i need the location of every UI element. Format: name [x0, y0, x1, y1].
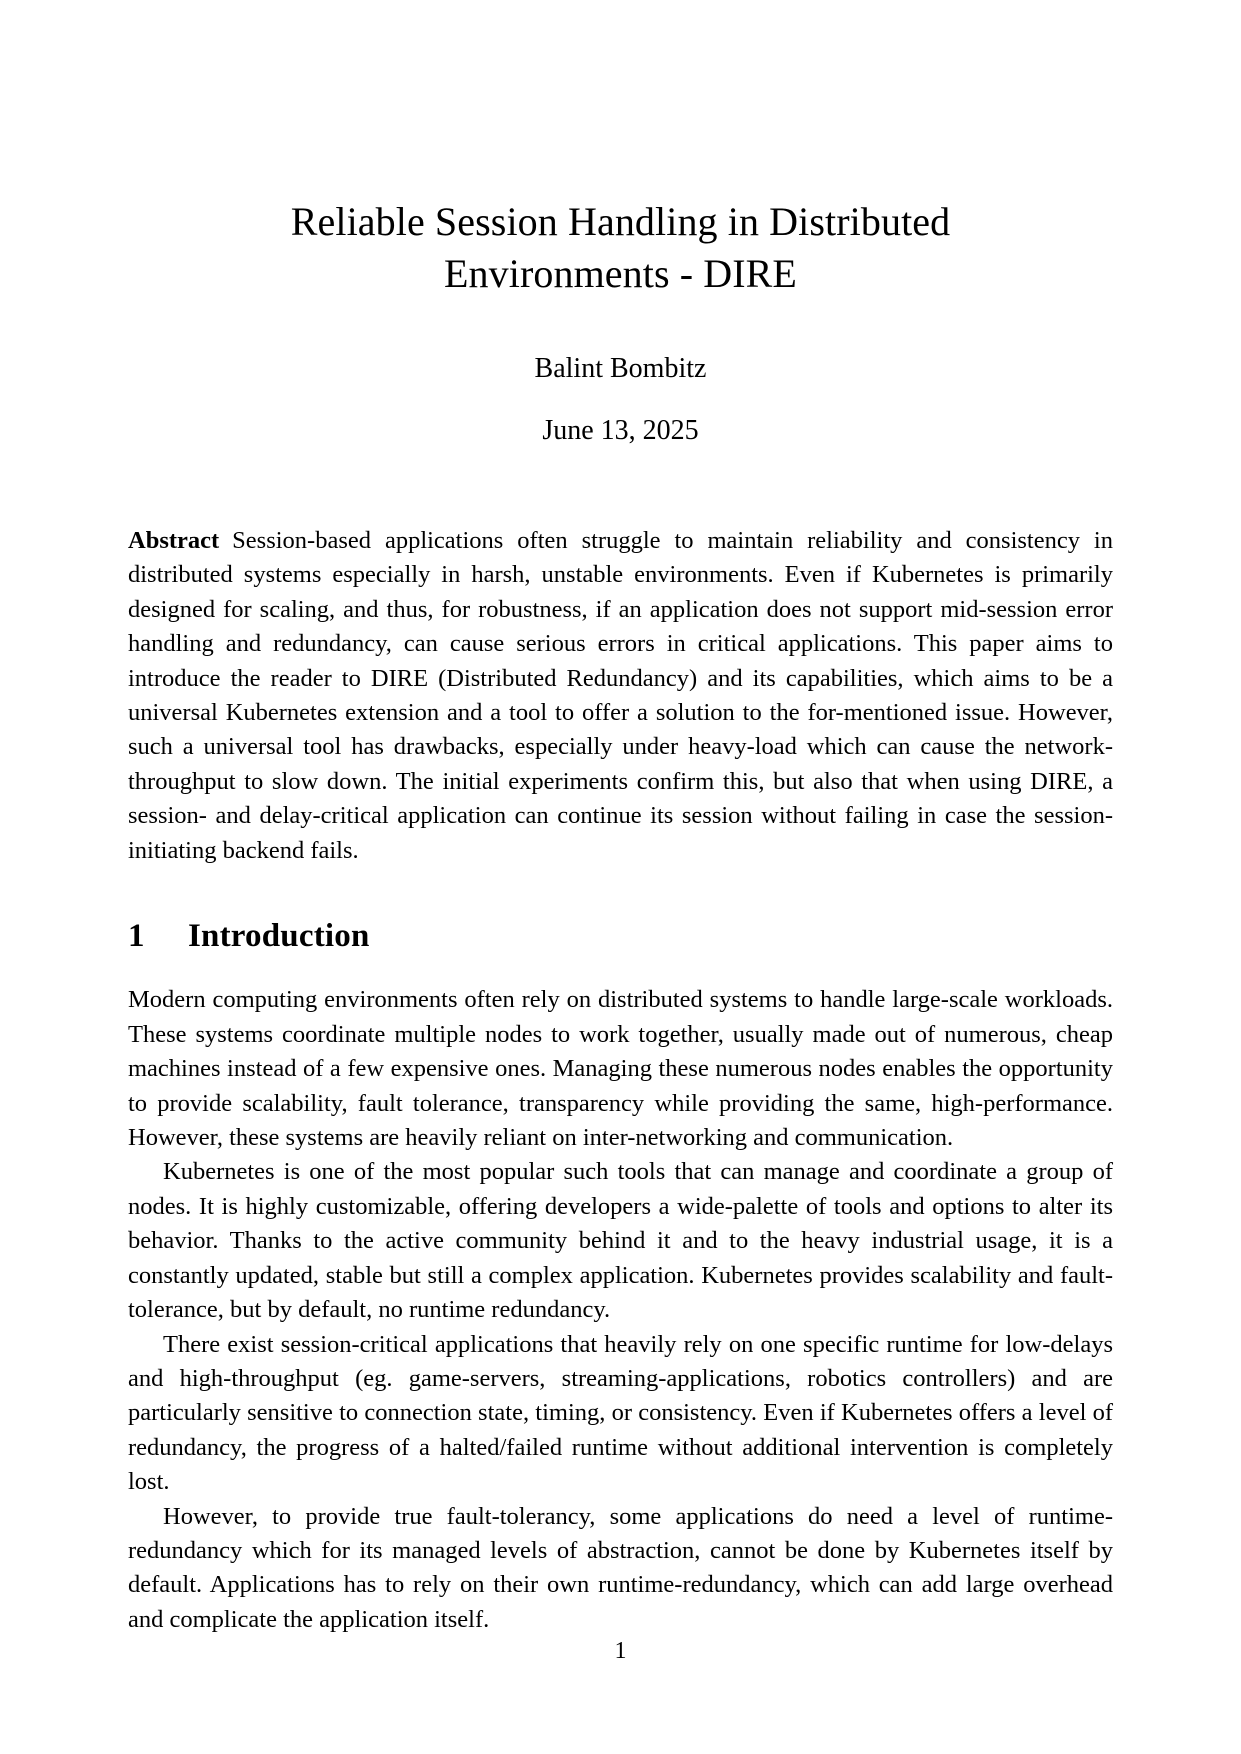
- section-title: Introduction: [188, 918, 370, 955]
- paragraph: Modern computing environments often rely on distributed systems to handle large-scale workloads. These systems coordinate multiple nodes to work together, usually made out of numerous, cheap machines instead of a few expensive ones. Managing these numerous nodes enables the opportunity to provide scalability, fault tolerance, transparency while providing the same, high-performance. However, these systems are heavily reliant on inter-networking and communication.: [128, 986, 1113, 1152]
- paragraph: Kubernetes is one of the most popular such tools that can manage and coordinate a group of nodes. It is highly customizable, offering developers a wide-palette of tools and options to alter its behavior. Thanks to the active community behind it and to the heavy industrial usage, it is a constantly updated, stable but still a complex application. Kubernetes provides scalability and fault-tolerance, but by default, no runtime redundancy.: [128, 1158, 1113, 1324]
- abstract-section: [128, 524, 1113, 868]
- section-body-introduction: [128, 983, 1113, 1637]
- paragraph: However, to provide true fault-tolerancy, some applications do need a level of runtime-redundancy which for its managed levels of abstraction, cannot be done by Kubernetes itself by default. Applications has to rely on their own runtime-redundancy, which can add large overhead and complicate the application itself.: [128, 1502, 1113, 1633]
- page-content-column: [128, 0, 1113, 1637]
- section-number: 1: [128, 918, 145, 955]
- section-heading-introduction: [128, 916, 1113, 956]
- abstract-label: Abstract: [128, 527, 220, 554]
- paragraph: There exist session-critical applications that heavily rely on one specific runtime for low-delays and high-throughput (eg. game-servers, streaming-applications, robotics controllers) and are particularly sensitive to connection state, timing, or consistency. Even if Kubernetes offers a level of redundancy, the progress of a halted/failed runtime without additional intervention is completely lost.: [128, 1330, 1113, 1496]
- page-title: Reliable Session Handling in Distributed Environments - DIRE: [290, 199, 951, 296]
- page-number: 1: [614, 1638, 627, 1664]
- author-name: Balint Bombitz: [534, 353, 707, 384]
- abstract-text: Session-based applications often struggle to maintain reliability and consistency in distributed systems especially in harsh, unstable environments. Even if Kubernetes is primarily designed for scaling, and thus, for robustness, if an application does not support mid-session error handling and redundancy, can cause serious errors in critical applications. This paper aims to introduce the reader to DIRE (Distributed Redundancy) and its capabilities, which aims to be a universal Kubernetes extension and a tool to offer a solution to the for-mentioned issue. However, such a universal tool has drawbacks, especially under heavy-load which can cause the network-throughput to slow down. The initial experiments confirm this, but also that when using DIRE, a session- and delay-critical application can continue its session without failing in case the session-initiating backend fails.: [128, 527, 1113, 864]
- title-block: [128, 0, 1113, 448]
- publication-date: June 13, 2025: [542, 415, 699, 446]
